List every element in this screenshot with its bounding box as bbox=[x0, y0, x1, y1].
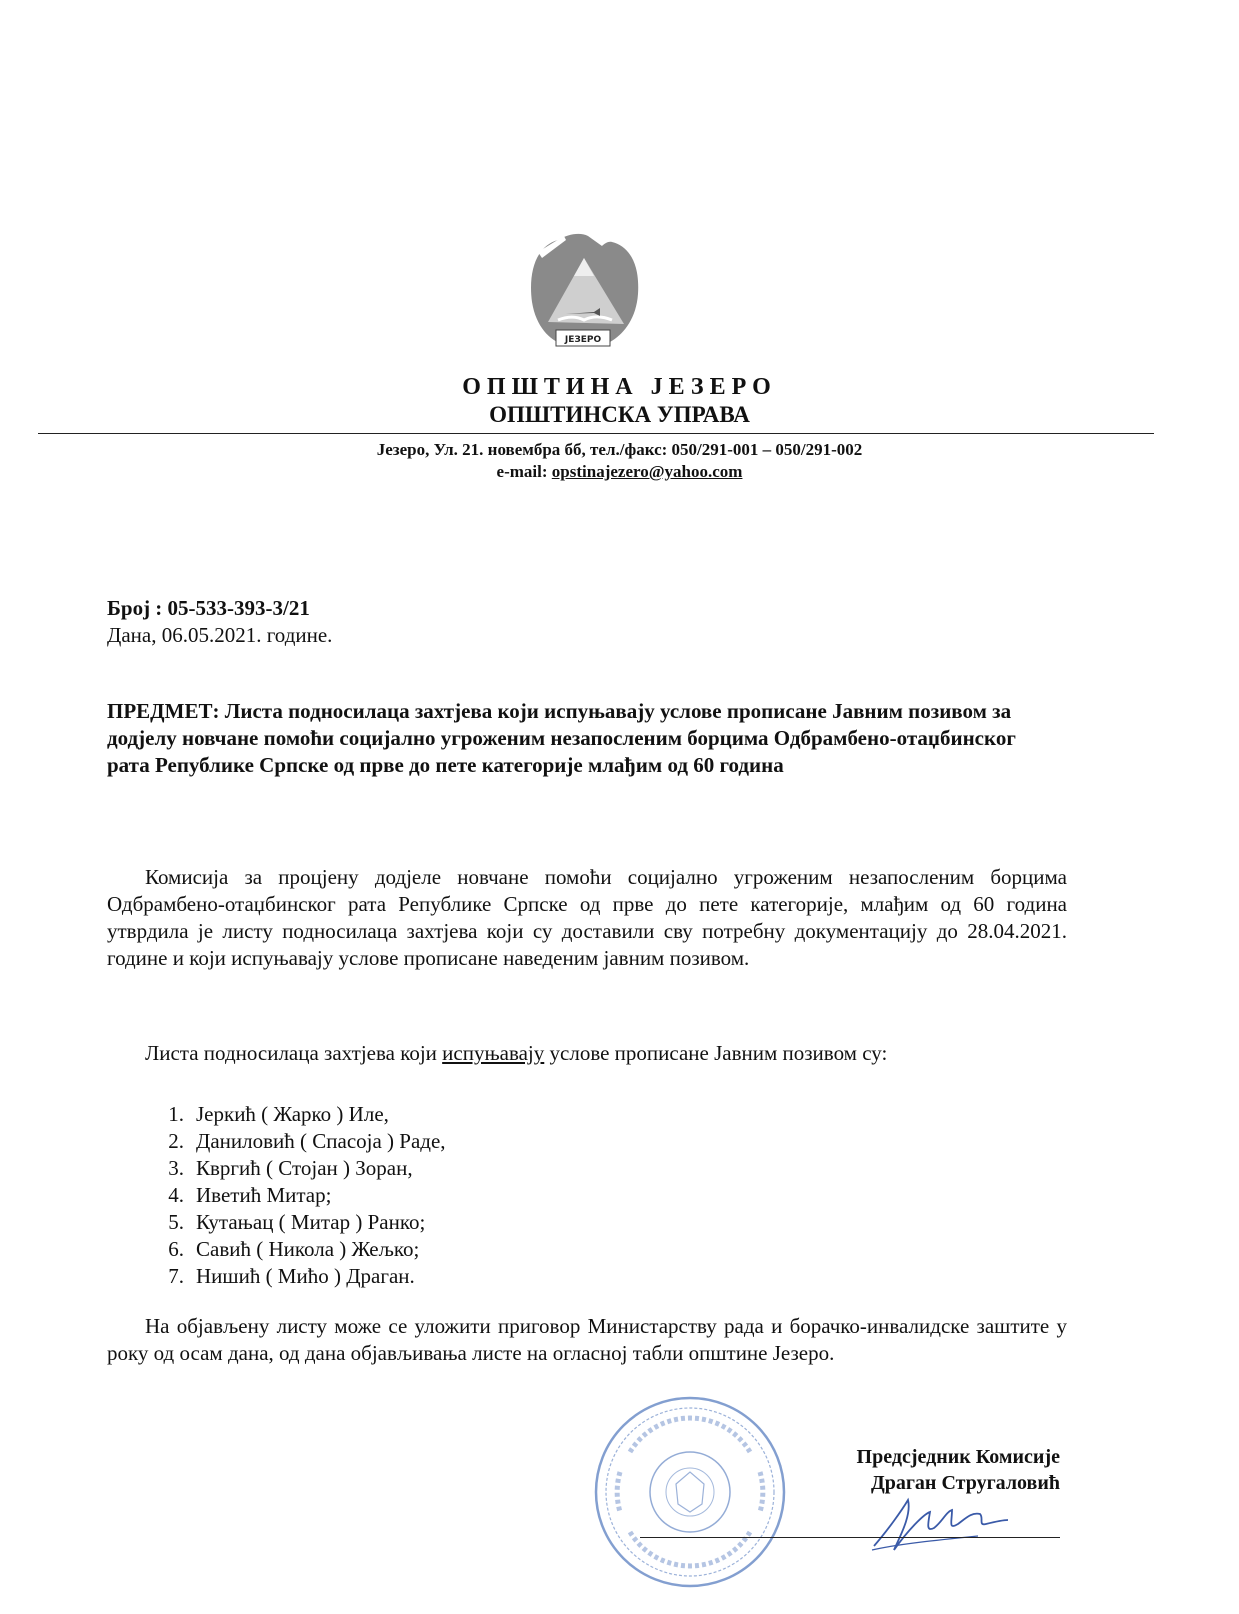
handwritten-signature bbox=[868, 1490, 1018, 1560]
signature-line bbox=[640, 1537, 1060, 1538]
list-item-name: Даниловић ( Спасоја ) Раде, bbox=[196, 1129, 446, 1153]
email-line bbox=[0, 462, 1239, 482]
list-item-number: 1. bbox=[168, 1102, 184, 1126]
municipality-title: ОПШТИНА ЈЕЗЕРО bbox=[462, 374, 777, 400]
list-item bbox=[140, 1263, 446, 1290]
list-item-name: Савић ( Никола ) Жељко; bbox=[196, 1237, 420, 1261]
email-label: e-mail: bbox=[496, 462, 548, 481]
header-divider bbox=[38, 433, 1154, 434]
list-item-name: Квргић ( Стојан ) Зоран, bbox=[196, 1156, 413, 1180]
list-item-number: 6. bbox=[168, 1237, 184, 1261]
list-item-name: Кутањац ( Митар ) Ранко; bbox=[196, 1210, 426, 1234]
list-item-number: 3. bbox=[168, 1156, 184, 1180]
list-intro-underlined: испуњавају bbox=[442, 1041, 545, 1065]
list-item-number: 4. bbox=[168, 1183, 184, 1207]
list-item-number: 5. bbox=[168, 1210, 184, 1234]
signatory-role: Предсједник Комисије bbox=[856, 1446, 1060, 1468]
list-item-number: 7. bbox=[168, 1264, 184, 1288]
list-item-number: 2. bbox=[168, 1129, 184, 1153]
document-number: Број : 05-533-393-3/21 bbox=[107, 596, 310, 620]
list-item-name: Јеркић ( Жарко ) Иле, bbox=[196, 1102, 389, 1126]
logo-text: ЈЕЗЕРО bbox=[564, 335, 602, 345]
email-link[interactable]: opstinajezero@yahoo.com bbox=[551, 462, 743, 481]
paragraph-list-intro bbox=[107, 1040, 1067, 1067]
document-date: Дана, 06.05.2021. године. bbox=[107, 623, 333, 647]
list-item bbox=[140, 1209, 446, 1236]
municipality-logo bbox=[528, 232, 640, 364]
list-item bbox=[140, 1101, 446, 1128]
signatory-name: Драган Стругаловић bbox=[870, 1472, 1060, 1494]
office-title: ОПШТИНСКА УПРАВА bbox=[489, 402, 750, 427]
list-intro-after: услове прописане Јавним позивом су: bbox=[544, 1041, 888, 1065]
list-item-name: Иветић Митар; bbox=[196, 1183, 332, 1207]
list-item bbox=[140, 1182, 446, 1209]
subject: ПРЕДМЕТ: Листа подносилаца захтјева који испуњавају услове прописане Јавним позивом за додјелу новчане помоћи социјално угроженим незапосленим борцима Одбрамбено-отаџбинског рата Републике Српске од прве до пете категорије млађим од 60 година bbox=[107, 699, 1016, 777]
list-item bbox=[140, 1236, 446, 1263]
address-line: Језеро, Ул. 21. новембра бб, тел./факс: 050/291-001 – 050/291-002 bbox=[376, 440, 863, 459]
applicant-list bbox=[140, 1101, 446, 1290]
list-item-name: Нишић ( Мићо ) Драган. bbox=[196, 1264, 415, 1288]
paragraph-intro: Комисија за процјену додјеле новчане помоћи социјално угроженим незапосленим борцима Одбрамбено-отаџбинског рата Републике Српске од прве до пете категорије, млађим од 60 година утврдила је листу подносилаца захтјева који су доставили сву потребну документацију до 28.04.2021. године и који испуњавају услове прописане наведеним јавним позивом. bbox=[107, 865, 1067, 970]
paragraph-objection: На објављену листу може се уложити приговор Министарству рада и борачко-инвалидске заштите у року од осам дана, од дана објављивања листе на огласној табли општине Језеро. bbox=[107, 1314, 1067, 1365]
list-item bbox=[140, 1155, 446, 1182]
list-intro-before: Листа подносилаца захтјева који bbox=[145, 1041, 443, 1065]
list-item bbox=[140, 1128, 446, 1155]
